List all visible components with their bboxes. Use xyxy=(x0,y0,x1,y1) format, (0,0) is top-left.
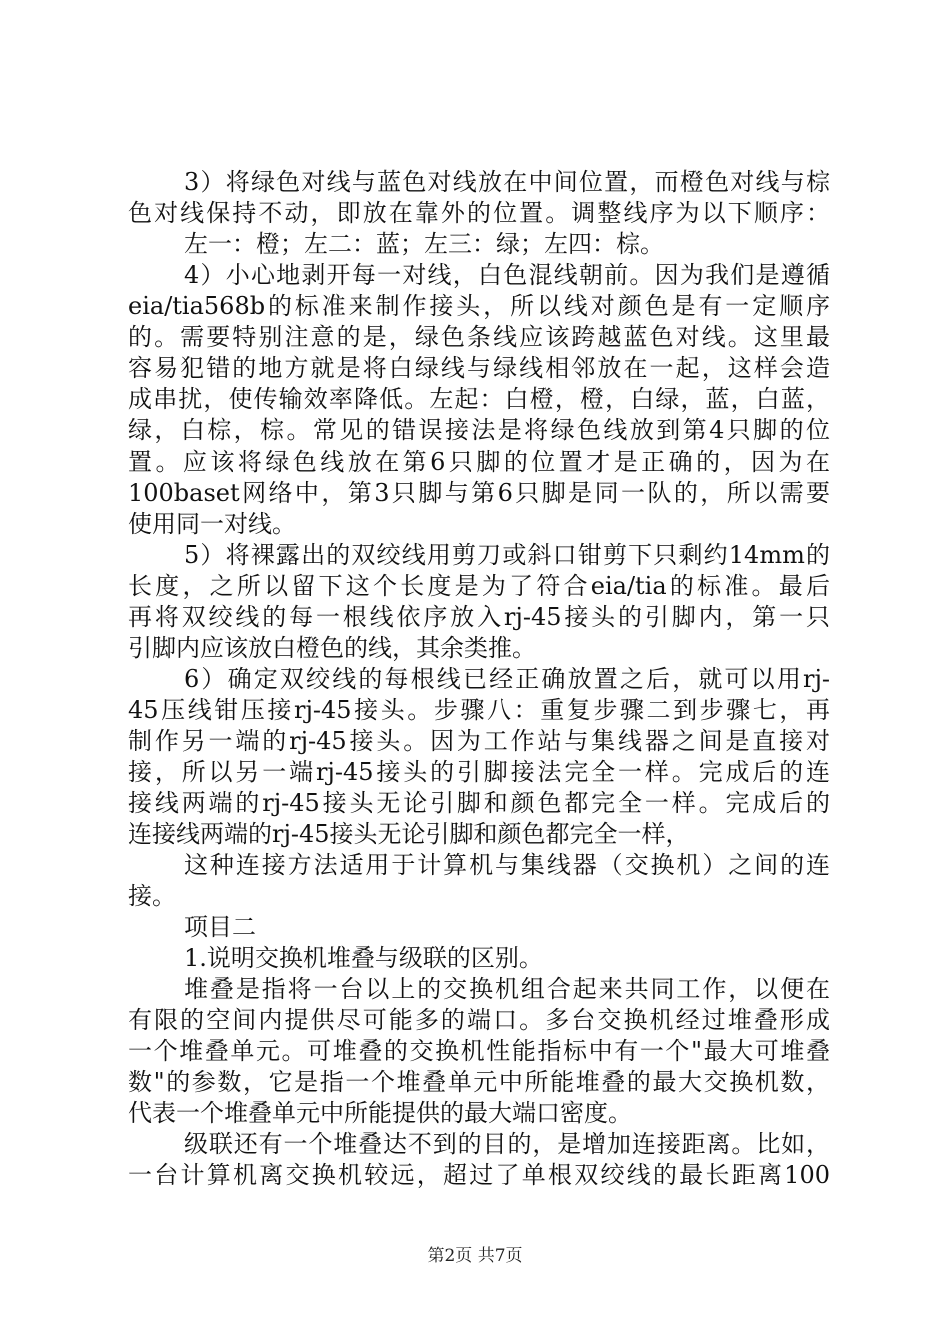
text-line: 接线两端的rj-45接头无论引脚和颜色都完全一样。完成后的 xyxy=(128,789,830,817)
text-line: 色对线保持不动，即放在靠外的位置。调整线序为以下顺序： xyxy=(128,199,830,227)
text-line: 置。应该将绿色线放在第6只脚的位置才是正确的，因为在 xyxy=(128,448,830,476)
text-line: 左一：橙；左二：蓝；左三：绿；左四：棕。 xyxy=(184,230,664,258)
text-line: 绿，白棕，棕。常见的错误接法是将绿色线放到第4只脚的位 xyxy=(128,416,830,444)
text-line: 成串扰，使传输效率降低。左起：白橙，橙，白绿，蓝，白蓝， xyxy=(128,385,830,413)
text-line: 制作另一端的rj-45接头。因为工作站与集线器之间是直接对 xyxy=(128,727,830,755)
text-line: 长度，之所以留下这个长度是为了符合eia/tia的标准。最后 xyxy=(128,572,830,600)
text-line: 连接线两端的rj-45接头无论引脚和颜色都完全一样， xyxy=(128,820,690,848)
text-line: 6）确定双绞线的每根线已经正确放置之后，就可以用rj- xyxy=(184,665,830,693)
text-line: 容易犯错的地方就是将白绿线与绿线相邻放在一起，这样会造 xyxy=(128,354,830,382)
text-line: 再将双绞线的每一根线依序放入rj-45接头的引脚内，第一只 xyxy=(128,603,830,631)
text-line: 项目二 xyxy=(184,913,256,941)
text-line: 这种连接方法适用于计算机与集线器（交换机）之间的连 xyxy=(184,851,830,879)
text-line: 代表一个堆叠单元中所能提供的最大端口密度。 xyxy=(128,1099,632,1127)
text-line: 级联还有一个堆叠达不到的目的，是增加连接距离。比如， xyxy=(184,1130,830,1158)
text-line: eia/tia568b的标准来制作接头，所以线对颜色是有一定顺序 xyxy=(128,292,830,320)
text-line: 的。需要特别注意的是，绿色条线应该跨越蓝色对线。这里最 xyxy=(128,323,830,351)
text-line: 5）将裸露出的双绞线用剪刀或斜口钳剪下只剩约14mm的 xyxy=(184,541,830,569)
text-line: 一个堆叠单元。可堆叠的交换机性能指标中有一个"最大可堆叠 xyxy=(128,1037,830,1065)
text-line: 接。 xyxy=(128,882,176,910)
text-line: 45压线钳压接rj-45接头。步骤八：重复步骤二到步骤七，再 xyxy=(128,696,830,724)
text-line: 4）小心地剥开每一对线，白色混线朝前。因为我们是遵循 xyxy=(184,261,830,289)
text-line: 一台计算机离交换机较远，超过了单根双绞线的最长距离100 xyxy=(128,1161,830,1189)
text-line: 有限的空间内提供尽可能多的端口。多台交换机经过堆叠形成 xyxy=(128,1006,830,1034)
text-line: 使用同一对线。 xyxy=(128,510,296,538)
text-line: 100baset网络中，第3只脚与第6只脚是同一队的，所以需要 xyxy=(128,479,830,507)
text-line: 1.说明交换机堆叠与级联的区别。 xyxy=(184,944,543,972)
text-line: 数"的参数，它是指一个堆叠单元中所能堆叠的最大交换机数， xyxy=(128,1068,830,1096)
text-line: 3）将绿色对线与蓝色对线放在中间位置，而橙色对线与棕 xyxy=(184,168,830,196)
page-footer: 第2页 共7页 xyxy=(427,1246,523,1266)
text-line: 引脚内应该放白橙色的线，其余类推。 xyxy=(128,634,536,662)
text-line: 堆叠是指将一台以上的交换机组合起来共同工作，以便在 xyxy=(184,975,830,1003)
text-line: 接，所以另一端rj-45接头的引脚接法完全一样。完成后的连 xyxy=(128,758,830,786)
